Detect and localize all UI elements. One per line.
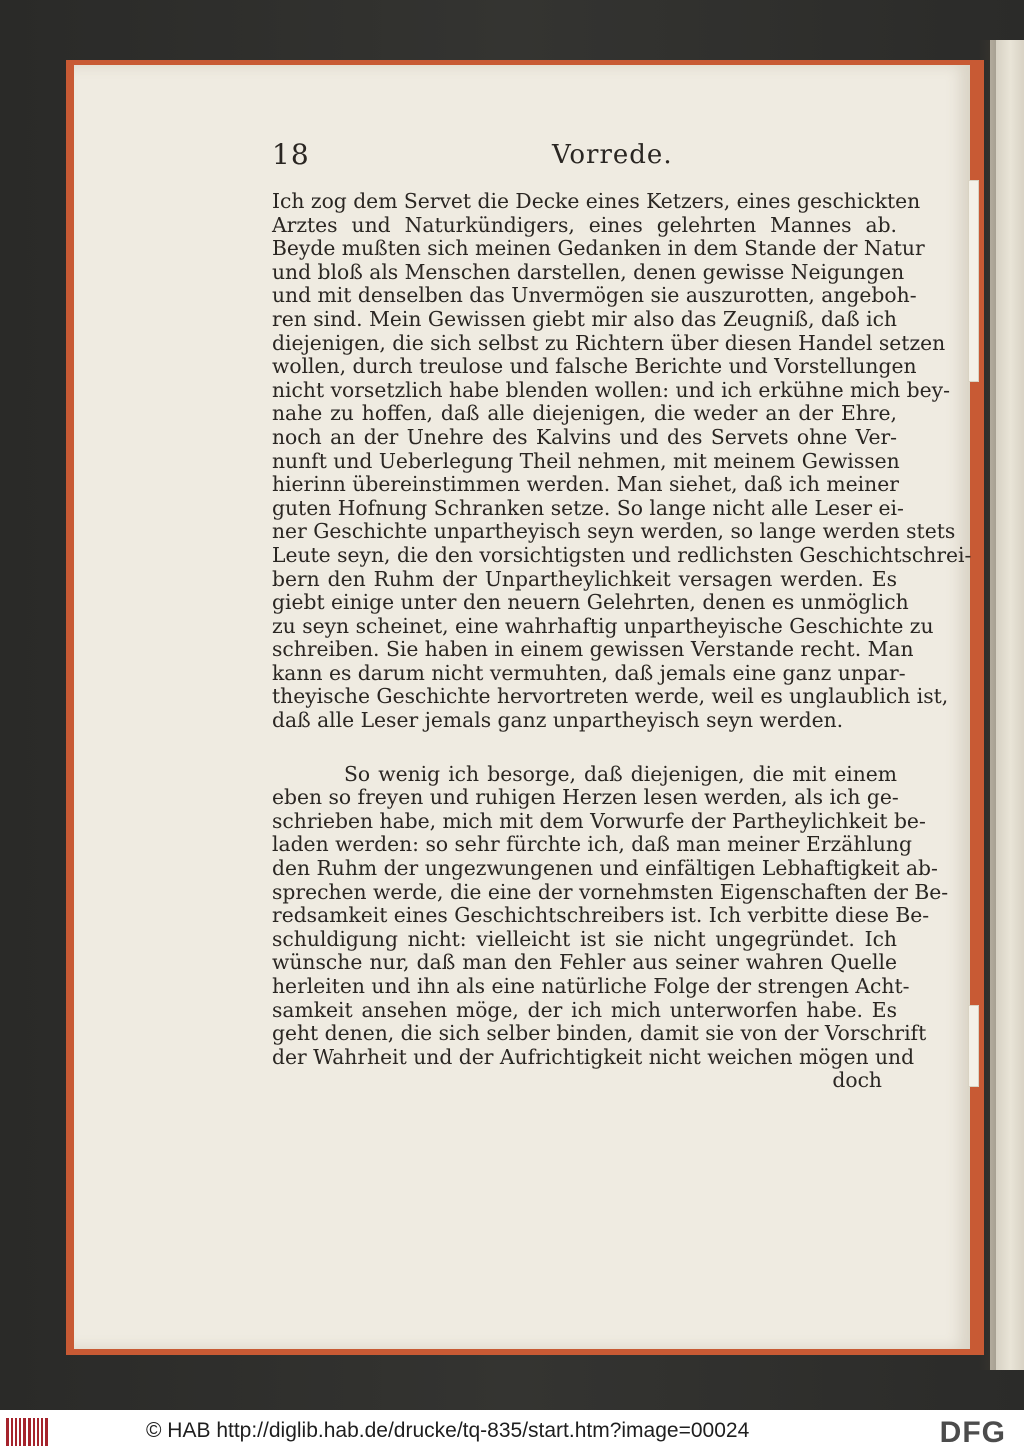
text-line: schrieben habe, mich mit dem Vorwurfe der Partheylichkeit be- (272, 808, 926, 833)
hab-barcode-logo (6, 1418, 48, 1446)
text-line: Arztes und Naturkündigers, eines gelehrten Mannes ab. (272, 212, 897, 237)
running-head (272, 138, 892, 178)
text-line: sprechen werde, die eine der vornehmsten Eigenschaften der Be- (272, 879, 949, 904)
text-line: bern den Ruhm der Unpartheylichkeit versagen werden. Es (272, 566, 897, 591)
text-line: theyische Geschichte hervortreten werde, weil es unglaublich ist, (272, 684, 949, 709)
text-line: giebt einige unter den neuern Gelehrten, denen es unmöglich (272, 590, 909, 615)
text-line: ren sind. Mein Gewissen giebt mir also das Zeugniß, daß ich (272, 306, 897, 331)
copyright-link[interactable]: © HAB http://diglib.hab.de/drucke/tq-835/start.htm?image=00024 (146, 1419, 750, 1442)
paper-strip-bottom (968, 1005, 979, 1087)
text-line: eben so freyen und ruhigen Herzen lesen werden, als ich ge- (272, 785, 899, 810)
text-line: nunft und Ueberlegung Theil nehmen, mit meinem Gewissen (272, 448, 900, 473)
text-line: diejenigen, die sich selbst zu Richtern über diesen Handel setzen (272, 330, 946, 355)
paragraph-gap (272, 733, 897, 763)
text-line: noch an der Unehre des Kalvins und des Servets ohne Ver- (272, 424, 897, 449)
text-line: der Wahrheit und der Aufrichtigkeit nicht weichen mögen und (272, 1044, 915, 1069)
text-line: Ich zog dem Servet die Decke eines Ketzers, eines geschickten (272, 189, 921, 213)
text-line: kann es darum nicht vermuhten, daß jemals eine ganz unpar- (272, 660, 906, 685)
text-line: So wenig ich besorge, daß diejenigen, die mit einem (344, 761, 897, 786)
text-line: geht denen, die sich selber binden, damit sie von der Vorschrift (272, 1021, 927, 1046)
text-line: schreiben. Sie haben in einem gewissen Verstande recht. Man (272, 637, 914, 662)
text-line: Leute seyn, die den vorsichtigsten und redlichsten Geschichtschrei- (272, 542, 972, 567)
text-line: redsamkeit eines Geschichtschreibers ist. Ich verbitte diese Be- (272, 903, 930, 928)
dfg-logo: DFG (939, 1416, 1006, 1449)
text-line: Beyde mußten sich meinen Gedanken in dem Stande der Natur (272, 236, 925, 261)
text-line: und mit denselben das Unvermögen sie auszurotten, angeboh- (272, 283, 917, 308)
body-text (272, 189, 972, 1093)
text-line: zu seyn scheinet, eine wahrhaftig unpartheyische Geschichte zu (272, 613, 934, 638)
page-header-title: Vorrede. (552, 140, 673, 170)
text-line: den Ruhm der ungezwungenen und einfältigen Lebhaftigkeit ab- (272, 856, 938, 881)
text-line: samkeit ansehen möge, der ich mich unterworfen habe. Es (272, 997, 897, 1022)
text-line: hierinn übereinstimmen werden. Man siehet, daß ich meiner (272, 472, 899, 497)
text-line: laden werden: so sehr fürchte ich, daß man meiner Erzählung (272, 832, 912, 857)
paragraph-1 (272, 189, 972, 733)
text-line: schuldigung nicht: vielleicht ist sie nicht ungegründet. Ich (272, 926, 897, 951)
text-line: wollen, durch treulose und falsche Berichte und Vorstellungen (272, 354, 917, 379)
text-line: nahe zu hoffen, daß alle diejenigen, die weder an der Ehre, (272, 401, 897, 426)
paragraph-2 (272, 761, 949, 1093)
text-line: wünsche nur, daß man den Fehler aus seiner wahren Quelle (272, 950, 897, 975)
text-line: herleiten und ihn als eine natürliche Folge der strengen Acht- (272, 974, 910, 998)
text-line: und bloß als Menschen darstellen, denen gewisse Neigungen (272, 259, 905, 284)
text-line: guten Hofnung Schranken setze. So lange nicht alle Leser ei- (272, 495, 904, 520)
catchword: doch (832, 1068, 882, 1093)
text-line: daß alle Leser jemals ganz unpartheyisch seyn werden. (272, 708, 844, 733)
footer-bar (0, 1410, 1024, 1453)
page-number: 18 (272, 138, 310, 171)
text-line: ner Geschichte unpartheyisch seyn werden, so lange werden stets (272, 519, 956, 544)
text-line: nicht vorsetzlich habe blenden wollen: und ich erkühne mich bey- (272, 377, 950, 402)
paper-strip-top (968, 180, 979, 382)
